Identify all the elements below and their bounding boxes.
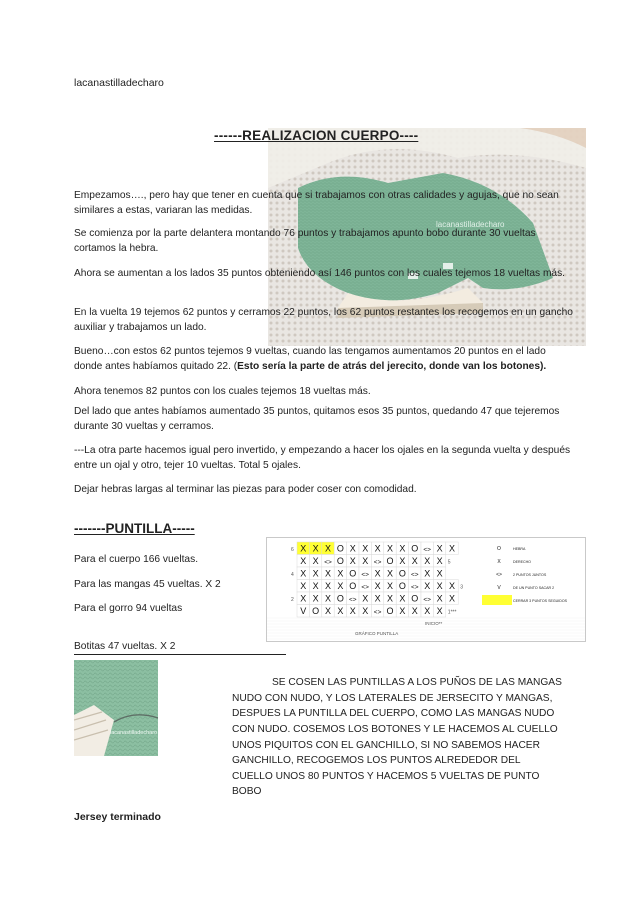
chart-symbol: X [312, 568, 319, 579]
chart-symbol: X [424, 581, 431, 591]
chart-symbol: X [362, 543, 369, 554]
chart-symbol: X [324, 581, 332, 591]
chart-symbol: O [411, 593, 419, 604]
chart-symbol: X [324, 543, 332, 554]
chart-symbol: X [386, 593, 394, 604]
legend-swatch [482, 595, 512, 605]
chart-symbol: O [398, 581, 406, 591]
botitas-underline [74, 654, 286, 655]
chart-symbol: X [386, 543, 394, 554]
paragraph: Del lado que antes habíamos aumentado 35 puntos, quitamos esos 35 puntos, quedando 47 que tejeremos durante 30 vueltas y cerramos. [74, 406, 560, 432]
chart-symbol: X [436, 568, 443, 579]
paragraph: Ahora tenemos 82 puntos con los cuales tejemos 18 vueltas más. [74, 386, 371, 397]
chart-symbol: X [349, 606, 356, 616]
legend-symbol: X [497, 559, 501, 565]
paragraph: Se comienza por la parte delantera montando 76 puntos y trabajamos apunto bobo durante 30 vueltas cortamos la hebra. [74, 228, 536, 254]
legend-text: 2 PUNTOS JUNTOS [513, 573, 547, 577]
chart-symbol: X [436, 606, 443, 616]
chart-symbol: X [349, 556, 356, 566]
chart-symbol: X [436, 581, 443, 591]
puntilla-line: Para las mangas 45 vueltas. X 2 [74, 579, 221, 590]
photo-watermark: lacanastilladecharo [436, 220, 505, 229]
chart-symbol: <> [423, 546, 431, 554]
chart-symbol: O [349, 581, 357, 591]
chart-symbol: V [300, 606, 307, 616]
puntilla-chart [266, 537, 586, 642]
chart-symbol: O [336, 593, 344, 604]
chart-symbol: X [374, 543, 381, 554]
chart-symbol: X [337, 568, 344, 579]
botitas-line: Botitas 47 vueltas. X 2 [74, 641, 176, 652]
chart-symbol: X [362, 556, 369, 566]
chart-symbol: X [362, 593, 369, 604]
chart-symbol: <> [324, 559, 332, 566]
chart-symbol: X [374, 568, 381, 579]
chart-symbol: X [374, 581, 381, 591]
chart-symbol: X [312, 581, 319, 591]
legend-text: DERECHO [513, 560, 531, 564]
chart-symbol: X [300, 581, 307, 591]
legend-symbol: O [497, 546, 501, 552]
paragraph: Empezamos…., pero hay que tener en cuenta que si trabajamos con otras calidades y agujas, que no sean similares a estas, variaran las medidas. [74, 190, 559, 216]
inicio-label: INICIO** [425, 621, 443, 626]
chart-symbol: X [337, 606, 344, 616]
row-end-label: 1*** [447, 609, 457, 616]
chart-symbol: X [300, 568, 307, 579]
chart-symbol: X [362, 606, 369, 616]
section-title-cuerpo: ------REALIZACION CUERPO---- [214, 128, 419, 143]
legend-text: CERRAR 3 PUNTOS SEGUIDOS [513, 599, 568, 603]
chart-symbol: <> [423, 596, 431, 604]
chart-symbol: X [436, 556, 443, 566]
paragraph: Dejar hebras largas al terminar las piezas para poder coser con comodidad. [74, 484, 417, 495]
chart-symbol: X [374, 593, 381, 604]
chart-symbol: O [386, 556, 394, 566]
botitas-photo-image [74, 660, 158, 756]
row-number: 4 [291, 572, 294, 578]
chart-symbol: X [300, 593, 307, 604]
chart-symbol: X [448, 543, 456, 554]
chart-symbol: <> [361, 571, 369, 579]
chart-symbol: X [337, 581, 344, 591]
legend-text: HEBRA [513, 547, 526, 551]
chart-symbol: X [448, 581, 456, 591]
legend-symbol: V [497, 585, 501, 591]
chart-symbol: X [312, 593, 319, 604]
chart-symbol: <> [373, 559, 382, 566]
thumb-watermark: lacanastilladecharo [110, 730, 158, 736]
finishing-instructions: SE COSEN LAS PUNTILLAS A LOS PUÑOS DE LAS MANGAS NUDO CON NUDO, Y LOS LATERALES DE JERSECITO Y MANGAS, DESPUES LA PUNTILLA DEL CUERPO, COMO LAS MANGAS NUDO CON NUDO. COSEMOS LOS BOTONES Y LE HACEMOS AL CUELLO UNOS PIQUITOS CON EL GANCHILLO, SI NO SABEMOS HACER GANCHILLO, RECOGEMOS LOS PUNTOS ALREDEDOR DEL CUELLO UNOS 80 PUNTOS Y HACEMOS 5 VUELTAS DE PUNTO BOBO [232, 677, 562, 798]
chart-symbol: X [399, 556, 406, 566]
paragraph: En la vuelta 19 tejemos 62 puntos y cerramos 22 puntos, los 62 puntos restantes los recogemos en un gancho auxiliar y trabajamos un lado. [74, 307, 573, 333]
botitas-photo [74, 660, 158, 756]
chart-symbol: <> [373, 609, 382, 616]
jersey-terminado-label: Jersey terminado [74, 811, 161, 823]
chart-title: GRÁFICO PUNTILLA [355, 631, 399, 636]
row-end-label: 5 [447, 559, 451, 566]
chart-symbol: <> [349, 596, 357, 604]
legend-text: DE UN PUNTO SACAR 2 [513, 586, 555, 590]
chart-symbol: O [349, 568, 357, 579]
row-end-label: 3 [460, 584, 463, 591]
section-title-puntilla: -------PUNTILLA----- [74, 521, 195, 536]
chart-symbol: X [386, 581, 394, 591]
chart-symbol: O [411, 543, 419, 554]
chart-symbol: X [300, 543, 307, 554]
chart-symbol: X [424, 568, 431, 579]
chart-symbol: X [411, 606, 418, 616]
chart-symbol: X [324, 606, 332, 616]
chart-symbol: X [436, 593, 443, 604]
chart-symbol: <> [361, 584, 369, 591]
paragraph: Ahora se aumentan a los lados 35 puntos obteniendo así 146 puntos con los cuales tejemos 18 vueltas más. [74, 268, 566, 279]
chart-symbol: O [336, 543, 344, 554]
chart-symbol: X [411, 556, 418, 566]
chart-symbol: X [349, 543, 356, 554]
legend-symbol: <> [496, 572, 502, 578]
puntilla-chart-svg [267, 538, 585, 641]
paragraph: ---La otra parte hacemos igual pero invertido, y empezando a hacer los ojales en la segunda vuelta y después entre un ojal y otro, tejer 10 vueltas. Total 5 ojales. [74, 445, 571, 471]
chart-symbol: O [312, 606, 320, 616]
chart-symbol: X [424, 606, 431, 616]
puntilla-line: Para el cuerpo 166 vueltas. [74, 554, 199, 565]
chart-symbol: X [312, 543, 319, 554]
chart-symbol: X [399, 543, 406, 554]
row-number: 6 [291, 547, 294, 553]
chart-symbol: <> [411, 584, 419, 591]
chart-symbol: X [399, 593, 406, 604]
chart-symbol: X [424, 556, 431, 566]
row-number: 2 [291, 597, 294, 603]
site-name: lacanastilladecharo [74, 77, 164, 89]
chart-symbol: X [386, 568, 394, 579]
chart-symbol: O [398, 568, 406, 579]
chart-symbol: X [324, 593, 332, 604]
chart-symbol: X [300, 556, 307, 566]
chart-symbol: O [336, 556, 344, 566]
chart-symbol: X [436, 543, 443, 554]
chart-symbol: O [386, 606, 394, 616]
chart-symbol: X [399, 606, 406, 616]
puntilla-line: Para el gorro 94 vueltas [74, 603, 183, 614]
paragraph: Bueno…con estos 62 puntos tejemos 9 vueltas, cuando las tengamos aumentamos 20 puntos en el lado donde antes habíamos quitado 22. (Esto sería la parte de atrás del jerecito, donde van los botones). [74, 346, 547, 372]
chart-symbol: X [312, 556, 319, 566]
chart-symbol: X [324, 568, 332, 579]
chart-symbol: <> [411, 571, 419, 579]
chart-symbol: X [448, 593, 456, 604]
